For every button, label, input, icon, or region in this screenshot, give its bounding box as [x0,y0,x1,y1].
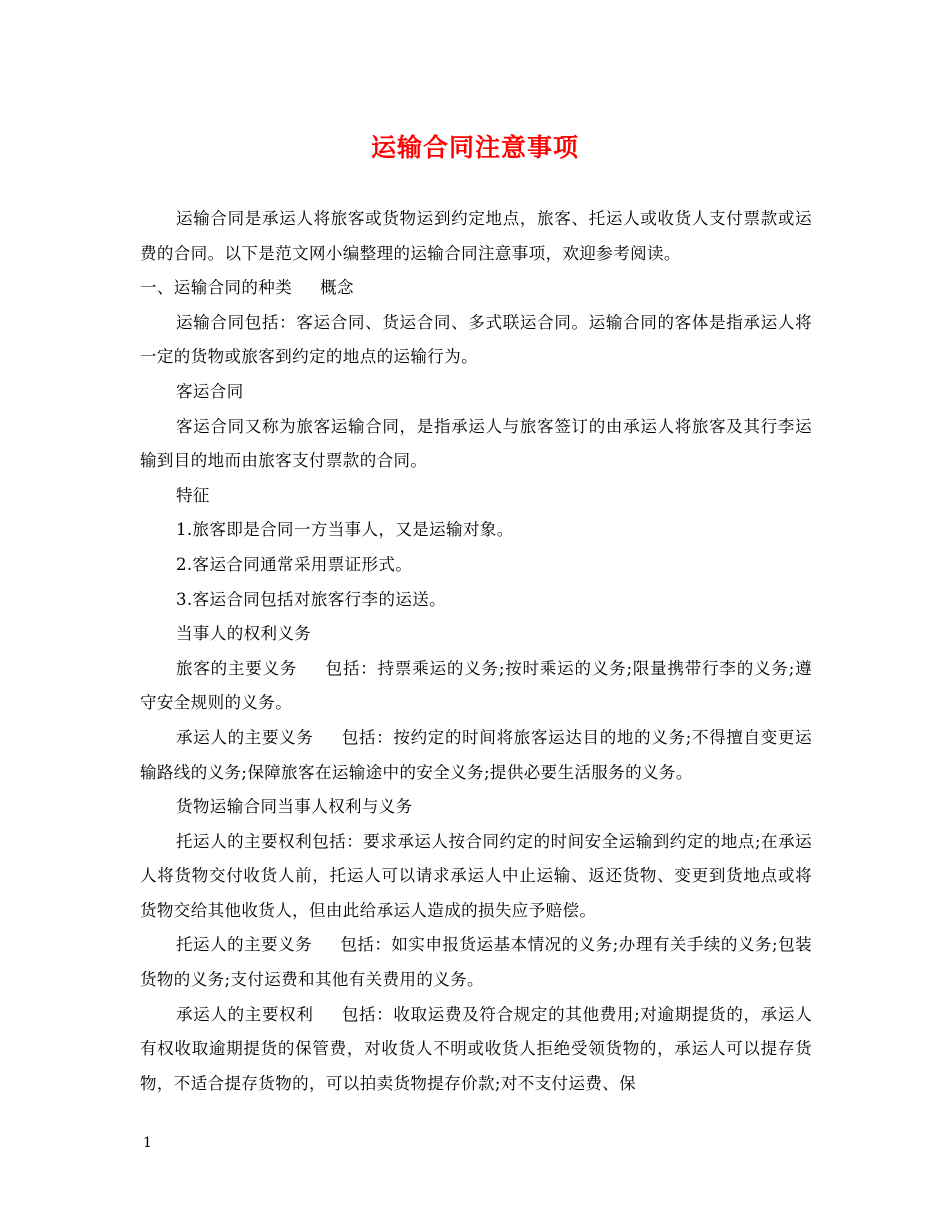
paragraph-carrier-rights [140,998,812,1102]
carrier-duties-label: 承运人的主要义务 [176,727,314,747]
shipper-duties-label: 托运人的主要义务 [176,935,313,955]
subheading-cargo-rights: 货物运输合同当事人权利与义务 [176,797,413,817]
paragraph-contract-types: 运输合同包括：客运合同、货运合同、多式联运合同。运输合同的客体是指承运人将一定的货物或旅客到约定的地点的运输行为。 [140,312,812,367]
passenger-duties-label: 旅客的主要义务 [176,658,298,678]
carrier-rights-label: 承运人的主要权利 [176,1004,314,1024]
feature-item-2: 2.客运合同通常采用票证形式。 [176,554,413,574]
section-heading-concept: 概念 [320,278,354,298]
paragraph-passenger-definition: 客运合同又称为旅客运输合同，是指承运人与旅客签订的由承运人将旅客及其行李运输到目的地而由旅客支付票款的合同。 [140,416,812,471]
paragraph-shipper-duties [140,928,812,997]
paragraph-shipper-rights: 托运人的主要权利包括：要求承运人按合同约定的时间安全运输到约定的地点;在承运人将货物交付收货人前，托运人可以请求承运人中止运输、返还货物、变更到货地点或将货物交给其他收货人，但由此给承运人造成的损失应予赔偿。 [140,831,812,920]
paragraph-intro: 运输合同是承运人将旅客或货物运到约定地点，旅客、托运人或收货人支付票款或运费的合同。以下是范文网小编整理的运输合同注意事项，欢迎参考阅读。 [140,209,812,263]
section-heading-types [140,271,812,306]
carrier-duties-text: 包括：按约定的时间将旅客运达目的地的义务;不得擅自变更运输路线的义务;保障旅客在运输途中的安全义务;提供必要生活服务的义务。 [140,727,812,782]
page-title: 运输合同注意事项 [370,133,579,162]
carrier-rights-text: 包括：收取运费及符合规定的其他费用;对逾期提货的，承运人有权收取逾期提货的保管费，对收货人不明或收货人拒绝受领货物的，承运人可以提存货物，不适合提存货物的，可以拍卖货物提存价款;对不支付运费、保 [140,1004,812,1093]
subheading-features: 特征 [176,485,210,505]
subheading-rights-duties: 当事人的权利义务 [176,624,312,644]
feature-item-1: 1.旅客即是合同一方当事人，又是运输对象。 [176,520,514,540]
page-number: 1 [143,1135,152,1151]
section-heading-label: 一、运输合同的种类 [140,278,293,298]
shipper-duties-text: 包括：如实申报货运基本情况的义务;办理有关手续的义务;包装货物的义务;支付运费和其他有关费用的义务。 [140,935,813,990]
subheading-passenger-contract: 客运合同 [176,381,244,401]
passenger-duties-text: 包括：持票乘运的义务;按时乘运的义务;限量携带行李的义务;遵守安全规则的义务。 [140,658,812,713]
feature-item-3: 3.客运合同包括对旅客行李的运送。 [176,589,447,609]
document-body [140,202,812,1101]
paragraph-carrier-duties [140,721,812,790]
paragraph-passenger-duties [140,652,812,721]
